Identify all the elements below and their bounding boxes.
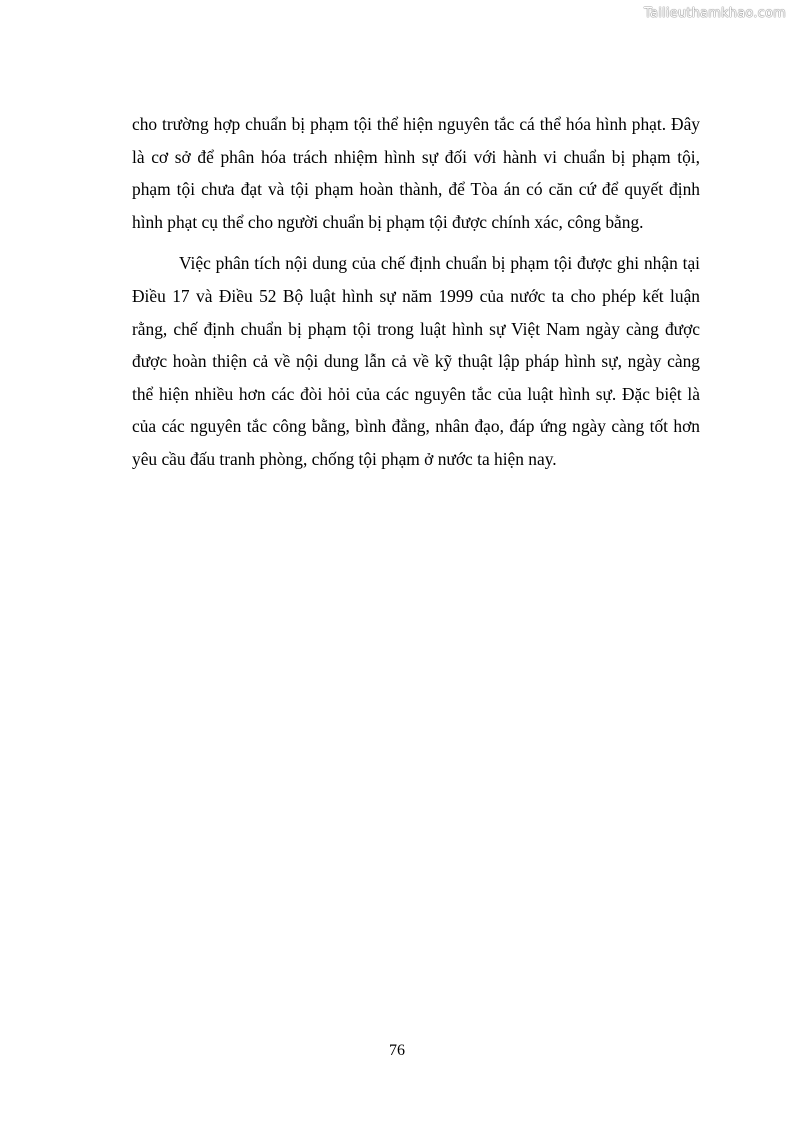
document-body	[132, 108, 700, 476]
watermark-text: Tailieuthamkhao.com	[644, 6, 786, 21]
paragraph-2: Việc phân tích nội dung của chế định chuẩn bị phạm tội được ghi nhận tại Điều 17 và Điều 52 Bộ luật hình sự năm 1999 của nước ta cho phép kết luận rằng, chế định chuẩn bị phạm tội trong luật hình sự Việt Nam ngày càng được được hoàn thiện cả về nội dung lẫn cả về kỹ thuật lập pháp hình sự, ngày càng thể hiện nhiều hơn các đòi hỏi của các nguyên tắc của luật hình sự. Đặc biệt là của các nguyên tắc công bằng, bình đẳng, nhân đạo, đáp ứng ngày càng tốt hơn yêu cầu đấu tranh phòng, chống tội phạm ở nước ta hiện nay.	[132, 253, 700, 469]
page-number: 76	[389, 1042, 405, 1059]
paragraph-1: cho trường hợp chuẩn bị phạm tội thể hiện nguyên tắc cá thể hóa hình phạt. Đây là cơ sở để phân hóa trách nhiệm hình sự đối với hành vi chuẩn bị phạm tội, phạm tội chưa đạt và tội phạm hoàn thành, để Tòa án có căn cứ để quyết định hình phạt cụ thể cho người chuẩn bị phạm tội được chính xác, công bằng.	[132, 114, 700, 232]
